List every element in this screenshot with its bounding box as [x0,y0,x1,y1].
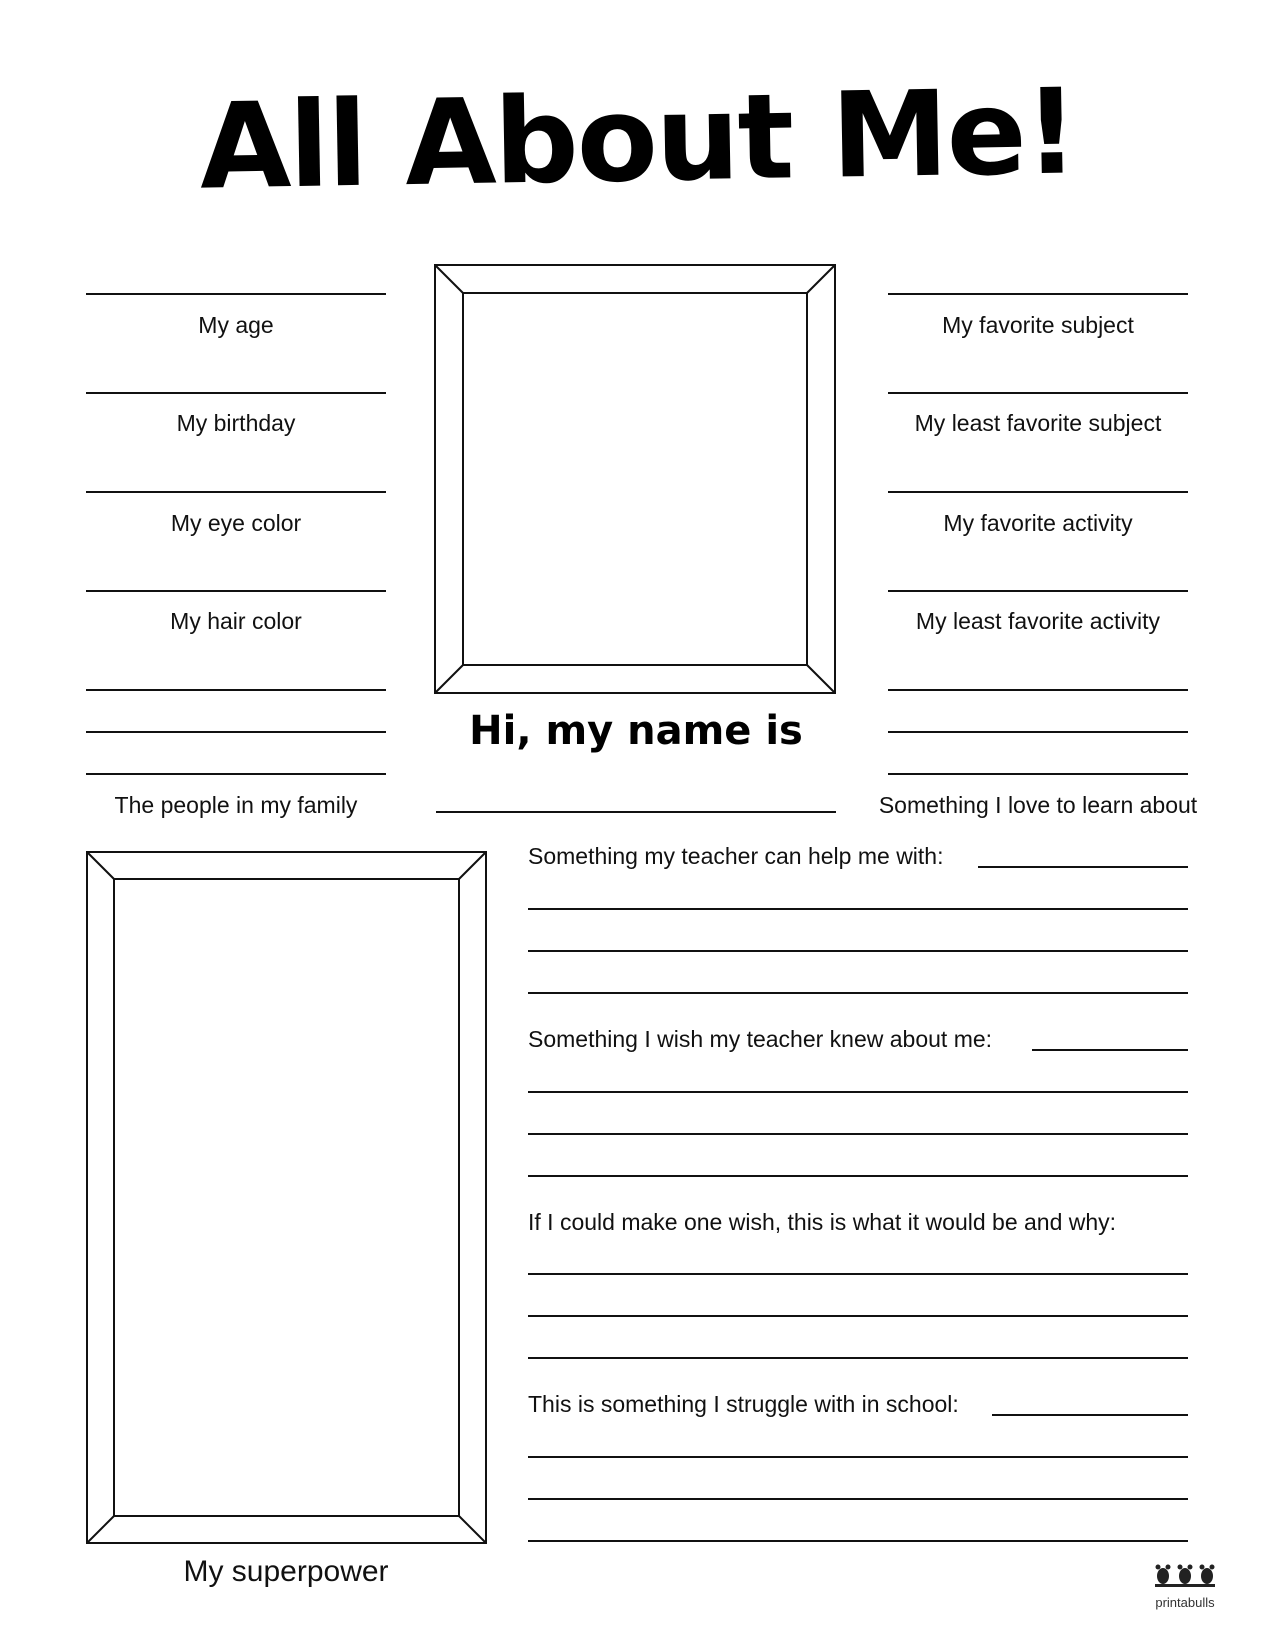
teacher-knew-answer-line[interactable] [528,1133,1188,1135]
family-answer-line[interactable] [86,731,386,733]
teacher-knew-answer-line[interactable] [528,1175,1188,1177]
teacher-help-answer-line[interactable] [528,992,1188,994]
teacher-help-prompt: Something my teacher can help me with: [528,843,944,869]
superpower-drawing-frame[interactable] [86,851,487,1544]
hair-color-answer-line[interactable] [86,590,386,592]
age-answer-line[interactable] [86,293,386,295]
one-wish-prompt: If I could make one wish, this is what it would be and why: [528,1209,1117,1235]
struggle-answer-line[interactable] [528,1456,1188,1458]
struggle-answer-line[interactable] [528,1498,1188,1500]
least-favorite-activity-label: My least favorite activity [915,608,1161,634]
teacher-knew-answer-line[interactable] [528,1091,1188,1093]
family-answer-line[interactable] [86,773,386,775]
struggle-answer-line[interactable] [992,1414,1188,1416]
love-to-learn-label: Something I love to learn about [878,792,1198,818]
family-answer-line[interactable] [86,689,386,691]
least-favorite-subject-label: My least favorite subject [914,410,1162,436]
least-favorite-activity-answer-line[interactable] [888,590,1188,592]
birthday-label: My birthday [176,410,296,436]
printabulls-logo [1140,1562,1230,1610]
eye-color-label: My eye color [170,510,302,536]
love-to-learn-answer-line[interactable] [888,731,1188,733]
teacher-knew-prompt: Something I wish my teacher knew about me: [528,1026,993,1052]
teacher-help-answer-line[interactable] [978,866,1188,868]
name-heading: Hi, my name is [469,708,803,754]
favorite-activity-label: My favorite activity [943,510,1133,536]
age-label: My age [198,312,274,338]
superpower-label: My superpower [183,1555,389,1588]
hair-color-label: My hair color [170,608,302,634]
love-to-learn-answer-line[interactable] [888,773,1188,775]
family-label: The people in my family [114,792,358,818]
logo-text: printabulls [1155,1595,1215,1610]
paw-prints-icon [1153,1562,1217,1588]
favorite-subject-label: My favorite subject [942,312,1134,338]
teacher-help-answer-line[interactable] [528,950,1188,952]
struggle-answer-line[interactable] [528,1540,1188,1542]
teacher-help-answer-line[interactable] [528,908,1188,910]
struggle-prompt: This is something I struggle with in school: [528,1391,959,1417]
favorite-activity-answer-line[interactable] [888,491,1188,493]
birthday-answer-line[interactable] [86,392,386,394]
one-wish-answer-line[interactable] [528,1357,1188,1359]
teacher-knew-answer-line[interactable] [1032,1049,1188,1051]
portrait-photo-frame[interactable] [434,264,836,694]
favorite-subject-answer-line[interactable] [888,293,1188,295]
one-wish-answer-line[interactable] [528,1273,1188,1275]
one-wish-answer-line[interactable] [528,1315,1188,1317]
name-answer-line[interactable] [436,811,836,813]
love-to-learn-answer-line[interactable] [888,689,1188,691]
eye-color-answer-line[interactable] [86,491,386,493]
page-title: All About Me! [198,62,1078,216]
least-favorite-subject-answer-line[interactable] [888,392,1188,394]
